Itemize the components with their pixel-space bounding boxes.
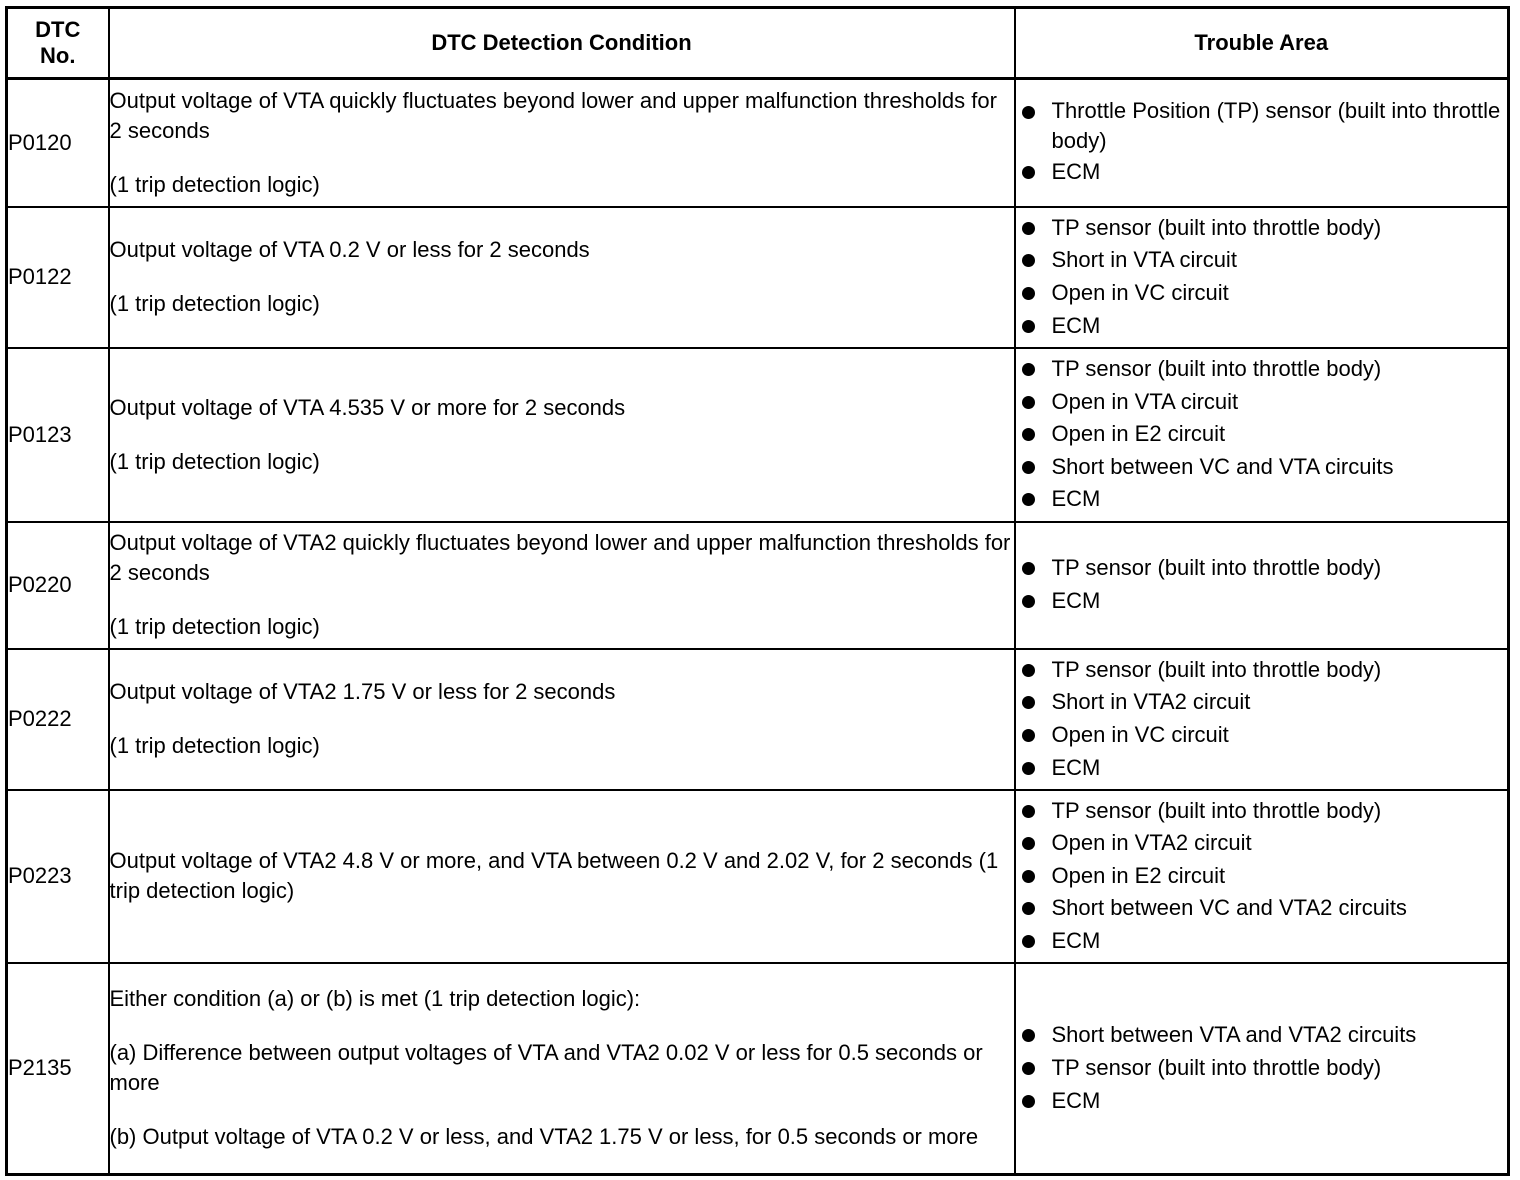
dtc-code: P2135: [7, 963, 109, 1175]
trouble-area-label: ECM: [1051, 754, 1101, 780]
dtc-code: P0123: [7, 348, 109, 522]
dtc-table: [5, 6, 1510, 1176]
condition-text: (a) Difference between output voltages of VTA and VTA2 0.02 V or less for 0.5 seconds or more: [109, 1040, 983, 1096]
table-row: [7, 649, 1509, 790]
condition-text: (1 trip detection logic): [109, 448, 320, 474]
trouble-area-item: [1016, 552, 1508, 585]
trouble-area-label: Open in VTA2 circuit: [1051, 830, 1252, 856]
bullet-icon: [1022, 396, 1035, 409]
trouble-area: [1015, 207, 1509, 348]
trouble-area-label: Throttle Position (TP) sensor (built into throttle body): [1051, 98, 1501, 154]
trouble-area-list: [1016, 96, 1508, 189]
trouble-area-label: Open in E2 circuit: [1051, 862, 1226, 888]
condition-text: Either condition (a) or (b) is met (1 trip detection logic):: [109, 986, 641, 1012]
trouble-area-item: [1016, 860, 1508, 893]
bullet-icon: [1022, 287, 1035, 300]
condition-text: (1 trip detection logic): [109, 733, 320, 758]
trouble-area-label: Short between VTA and VTA2 circuits: [1051, 1022, 1417, 1048]
bullet-icon: [1022, 166, 1035, 179]
detection-condition: [109, 522, 1015, 649]
trouble-area-label: Short between VC and VTA2 circuits: [1051, 895, 1407, 921]
trouble-area-item: [1016, 96, 1508, 156]
header-trouble-area: Trouble Area: [1015, 8, 1509, 79]
trouble-area-label: ECM: [1051, 588, 1101, 613]
trouble-area-label: Short in VTA2 circuit: [1051, 689, 1251, 715]
dtc-code: P0222: [7, 649, 109, 790]
trouble-area-item: [1016, 719, 1508, 752]
detection-condition: [109, 790, 1015, 963]
trouble-area-item: [1016, 654, 1508, 687]
trouble-area-label: TP sensor (built into throttle body): [1051, 356, 1382, 382]
trouble-area: [1015, 79, 1509, 207]
trouble-area-item: [1016, 418, 1508, 451]
trouble-area-item: [1016, 925, 1508, 958]
bullet-icon: [1022, 461, 1035, 474]
condition-text: Output voltage of VTA2 quickly fluctuates beyond lower and upper malfunction thresholds for 2 seconds: [109, 530, 1011, 585]
trouble-area-label: TP sensor (built into throttle body): [1051, 1054, 1382, 1080]
trouble-area-item: [1016, 310, 1508, 343]
bullet-icon: [1022, 363, 1035, 376]
trouble-area-item: [1016, 386, 1508, 419]
trouble-area: [1015, 348, 1509, 522]
trouble-area: [1015, 790, 1509, 963]
header-dtc-no-line2: No.: [40, 43, 76, 68]
trouble-area-item: [1016, 244, 1508, 277]
trouble-area-label: ECM: [1051, 1087, 1101, 1113]
table-row: [7, 790, 1509, 963]
bullet-icon: [1022, 428, 1035, 441]
bullet-icon: [1022, 1095, 1035, 1108]
trouble-area-label: ECM: [1051, 486, 1101, 512]
trouble-area-label: TP sensor (built into throttle body): [1051, 797, 1382, 823]
trouble-area-item: [1016, 1019, 1508, 1052]
condition-text: (1 trip detection logic): [109, 291, 320, 316]
header-dtc-no-line1: DTC: [35, 17, 81, 42]
trouble-area-label: Short in VTA circuit: [1051, 247, 1237, 273]
trouble-area-list: [1016, 552, 1508, 617]
bullet-icon: [1022, 805, 1035, 818]
trouble-area-label: ECM: [1051, 159, 1101, 185]
bullet-icon: [1022, 935, 1035, 948]
trouble-area-item: [1016, 1052, 1508, 1085]
header-dtc-no: [7, 8, 109, 79]
condition-text: (b) Output voltage of VTA 0.2 V or less, and VTA2 1.75 V or less, for 0.5 seconds or more: [109, 1124, 979, 1150]
trouble-area-label: Short between VC and VTA circuits: [1051, 453, 1394, 479]
trouble-area: [1015, 963, 1509, 1175]
trouble-area-item: [1016, 156, 1508, 189]
condition-text: Output voltage of VTA2 1.75 V or less for 2 seconds: [109, 679, 616, 704]
trouble-area-label: ECM: [1051, 312, 1101, 338]
bullet-icon: [1022, 696, 1035, 709]
trouble-area-item: [1016, 277, 1508, 310]
trouble-area-list: [1016, 212, 1508, 342]
bullet-icon: [1022, 837, 1035, 850]
condition-text: Output voltage of VTA 4.535 V or more for 2 seconds: [109, 394, 626, 420]
bullet-icon: [1022, 762, 1035, 775]
table-row: [7, 207, 1509, 348]
table-row: [7, 79, 1509, 207]
table-row: [7, 522, 1509, 649]
trouble-area: [1015, 522, 1509, 649]
detection-condition: [109, 207, 1015, 348]
table-row: [7, 348, 1509, 522]
trouble-area-list: [1016, 654, 1508, 784]
trouble-area-item: [1016, 483, 1508, 516]
header-detection-condition: DTC Detection Condition: [109, 8, 1015, 79]
table-body: [7, 79, 1509, 1175]
dtc-code: P0120: [7, 79, 109, 207]
bullet-icon: [1022, 254, 1035, 267]
trouble-area-list: [1016, 1019, 1508, 1117]
trouble-area-label: Open in VC circuit: [1051, 722, 1229, 747]
trouble-area-label: TP sensor (built into throttle body): [1051, 555, 1382, 581]
table-row: [7, 963, 1509, 1175]
trouble-area-list: [1016, 353, 1508, 516]
bullet-icon: [1022, 902, 1035, 915]
detection-condition: [109, 79, 1015, 207]
condition-text: Output voltage of VTA 0.2 V or less for 2 seconds: [109, 237, 590, 262]
trouble-area-label: TP sensor (built into throttle body): [1051, 214, 1382, 240]
condition-text: (1 trip detection logic): [109, 614, 320, 639]
dtc-code: P0122: [7, 207, 109, 348]
condition-text: (1 trip detection logic): [109, 171, 320, 197]
trouble-area-label: Open in VTA circuit: [1051, 388, 1239, 414]
bullet-icon: [1022, 729, 1035, 742]
trouble-area-item: [1016, 212, 1508, 245]
detection-condition: [109, 963, 1015, 1175]
bullet-icon: [1022, 222, 1035, 235]
trouble-area-label: Open in VC circuit: [1051, 280, 1229, 305]
trouble-area-item: [1016, 585, 1508, 618]
trouble-area-label: Open in E2 circuit: [1051, 421, 1226, 447]
detection-condition: [109, 348, 1015, 522]
bullet-icon: [1022, 320, 1035, 333]
dtc-code: P0220: [7, 522, 109, 649]
bullet-icon: [1022, 664, 1035, 677]
trouble-area-item: [1016, 451, 1508, 484]
bullet-icon: [1022, 1029, 1035, 1042]
trouble-area-label: TP sensor (built into throttle body): [1051, 656, 1382, 682]
trouble-area: [1015, 649, 1509, 790]
header-row: [7, 8, 1509, 79]
trouble-area-item: [1016, 827, 1508, 860]
trouble-area-list: [1016, 795, 1508, 958]
bullet-icon: [1022, 493, 1035, 506]
trouble-area-item: [1016, 353, 1508, 386]
bullet-icon: [1022, 870, 1035, 883]
bullet-icon: [1022, 595, 1035, 608]
trouble-area-item: [1016, 752, 1508, 785]
trouble-area-item: [1016, 892, 1508, 925]
detection-condition: [109, 649, 1015, 790]
bullet-icon: [1022, 562, 1035, 575]
condition-text: Output voltage of VTA quickly fluctuates beyond lower and upper malfunction thresholds for 2 seconds: [109, 87, 997, 143]
dtc-code: P0223: [7, 790, 109, 963]
trouble-area-item: [1016, 686, 1508, 719]
condition-text: Output voltage of VTA2 4.8 V or more, and VTA between 0.2 V and 2.02 V, for 2 seconds (1 trip detection logic): [109, 848, 999, 903]
bullet-icon: [1022, 106, 1035, 119]
trouble-area-item: [1016, 795, 1508, 828]
trouble-area-item: [1016, 1085, 1508, 1118]
trouble-area-label: ECM: [1051, 927, 1101, 953]
bullet-icon: [1022, 1062, 1035, 1075]
